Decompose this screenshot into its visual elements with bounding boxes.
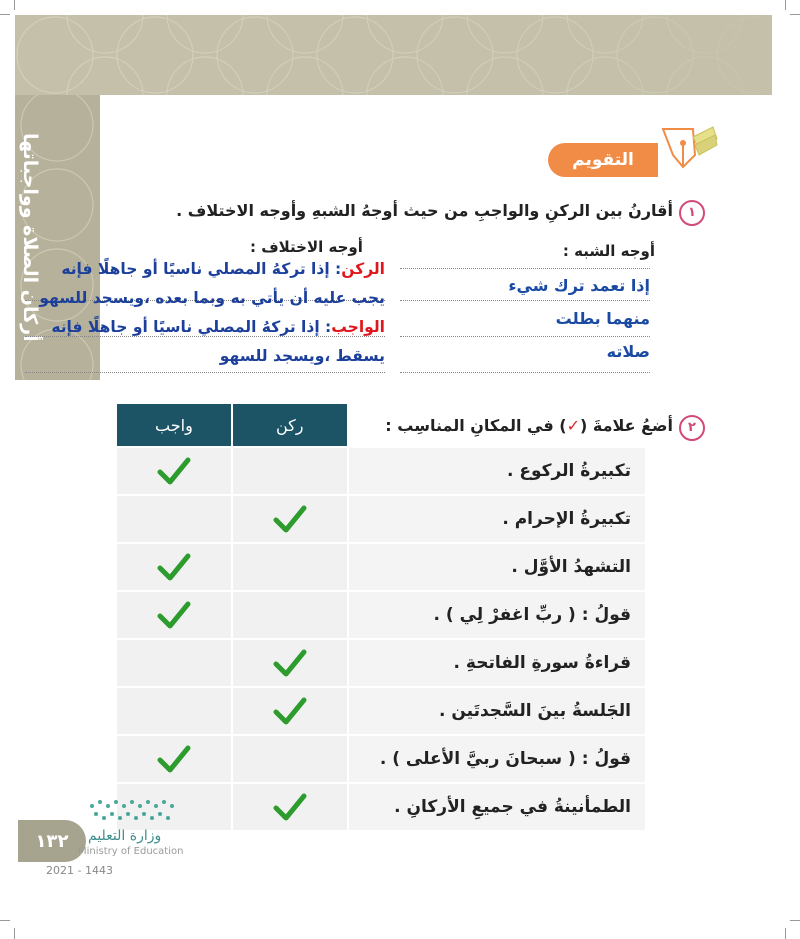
- check-icon: [157, 557, 191, 577]
- crop-mark: [785, 928, 786, 939]
- edition-year: 2021 - 1443: [46, 864, 113, 877]
- answer-line: [400, 300, 650, 301]
- pillar-duty-table: [115, 402, 647, 832]
- table-item: الجَلسةُ بينَ السَّجدتَين .: [349, 688, 645, 734]
- table-row: [117, 784, 645, 830]
- answer-line: [25, 372, 385, 373]
- column-header-pillar: ركن: [233, 404, 347, 446]
- answer-line: [400, 372, 650, 373]
- ministry-name-ar: وزارة التعليم: [88, 828, 162, 844]
- section-tab-label: التقويم: [572, 150, 634, 170]
- check-icon: [273, 797, 307, 817]
- table-item: قولُ : ( ربِّ اغفرْ لِي ) .: [349, 592, 645, 638]
- pillar-cell[interactable]: [233, 544, 347, 590]
- pillar-cell[interactable]: [233, 592, 347, 638]
- differences-answer: [25, 255, 385, 371]
- question-text: أضعُ علامةَ (: [579, 416, 673, 435]
- similarities-label: أوجه الشبه :: [562, 242, 655, 260]
- geometric-pattern-icon: [15, 15, 772, 95]
- pillar-cell[interactable]: [233, 496, 347, 542]
- pillar-cell[interactable]: [233, 640, 347, 686]
- table-row: [117, 592, 645, 638]
- check-icon: [157, 749, 191, 769]
- table-row: [117, 688, 645, 734]
- table-item: تكبيرةُ الإحرام .: [349, 496, 645, 542]
- pillar-cell[interactable]: [233, 448, 347, 494]
- answer-line: [400, 336, 650, 337]
- duty-cell[interactable]: [117, 640, 231, 686]
- chapter-side-title-text: أركان الصلاة وواجباتها: [19, 133, 41, 342]
- pillar-answer: : إذا تركهُ المصلي ناسيًا أو جاهلًا فإنه يجب عليه أن يأتي به وبما بعده ،ويسجد للسهو: [39, 260, 385, 307]
- similarity-answer-line: منهما بطلت: [555, 309, 650, 328]
- ministry-logo-icon: [88, 796, 180, 828]
- question-1: [176, 200, 705, 226]
- pen-book-icon: [655, 115, 720, 179]
- table-row: [117, 496, 645, 542]
- table-item: قراءةُ سورةِ الفاتحةِ .: [349, 640, 645, 686]
- table-item: تكبيرةُ الركوع .: [349, 448, 645, 494]
- check-icon: [273, 653, 307, 673]
- question-number: ٢: [679, 415, 705, 441]
- crop-mark: [14, 0, 15, 10]
- crop-mark: [790, 920, 800, 921]
- similarity-answer-line: صلاته: [606, 342, 650, 361]
- pillar-label: الركن: [341, 260, 385, 278]
- page-number-badge: [18, 820, 86, 862]
- check-icon: [273, 701, 307, 721]
- pillar-cell[interactable]: [233, 784, 347, 830]
- pillar-cell[interactable]: [233, 736, 347, 782]
- table-item: التشهدُ الأوَّل .: [349, 544, 645, 590]
- duty-cell[interactable]: [117, 736, 231, 782]
- crop-mark: [14, 928, 15, 939]
- table-row: [117, 640, 645, 686]
- crop-mark: [790, 14, 800, 15]
- column-header-duty: واجب: [117, 404, 231, 446]
- differences-label: أوجه الاختلاف :: [250, 238, 363, 256]
- check-icon: [157, 461, 191, 481]
- table-item: الطمأنينةُ في جميعِ الأركانِ .: [349, 784, 645, 830]
- duty-cell[interactable]: [117, 688, 231, 734]
- check-icon: [273, 509, 307, 529]
- crop-mark: [0, 14, 10, 15]
- crop-mark: [785, 0, 786, 10]
- question-number: ١: [679, 200, 705, 226]
- table-item: قولُ : ( سبحانَ ربيَّ الأعلى ) .: [349, 736, 645, 782]
- table-row: [117, 736, 645, 782]
- tick-icon: ✓: [566, 416, 580, 435]
- table-row: [117, 544, 645, 590]
- pillar-cell[interactable]: [233, 688, 347, 734]
- duty-cell[interactable]: [117, 544, 231, 590]
- check-icon: [157, 605, 191, 625]
- duty-answer: : إذا تركهُ المصلي ناسيًا أو جاهلًا فإنه يسقط ،ويسجد للسهو: [51, 318, 385, 365]
- duty-label: الواجب: [331, 318, 385, 336]
- table-row: [117, 448, 645, 494]
- similarity-answer-line: إذا تعمد ترك شيء: [508, 276, 650, 295]
- answer-line: [400, 268, 650, 269]
- header-pattern-band: [15, 15, 772, 95]
- section-tab-evaluation: [548, 143, 658, 177]
- crop-mark: [0, 920, 10, 921]
- question-text: أقارنُ بين الركنِ والواجبِ من حيث أوجهُ الشبهِ وأوجه الاختلاف .: [176, 201, 673, 220]
- duty-cell[interactable]: [117, 448, 231, 494]
- duty-cell[interactable]: [117, 496, 231, 542]
- ministry-name-en: Ministry of Education: [78, 846, 184, 857]
- blank-header: [349, 404, 645, 446]
- page-number: ١٣٢: [35, 830, 69, 852]
- question-text-end: ) في المكانِ المناسِب :: [385, 416, 567, 435]
- duty-cell[interactable]: [117, 592, 231, 638]
